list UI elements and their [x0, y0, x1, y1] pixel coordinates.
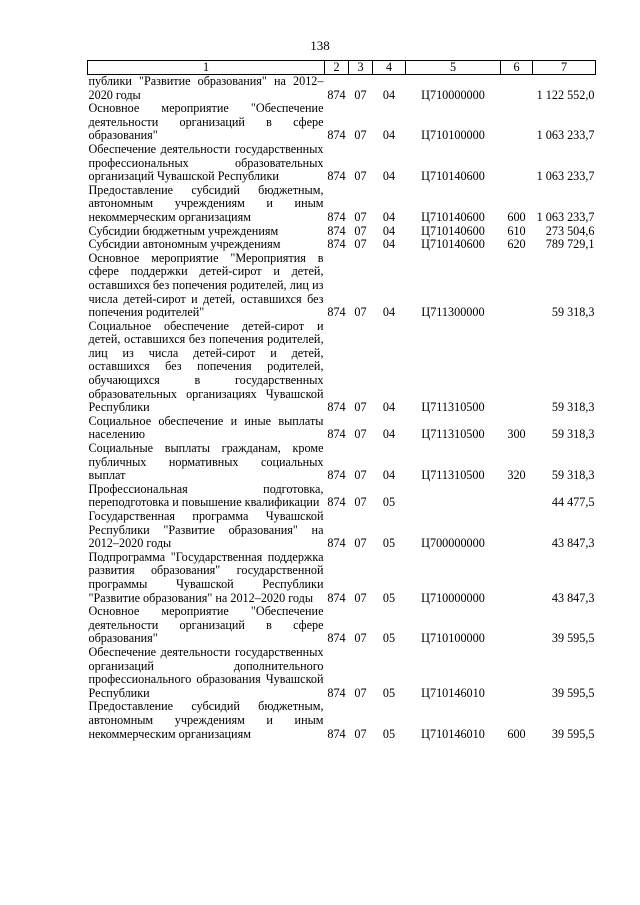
section-code: 07	[354, 128, 367, 143]
row-name: Социальное обеспечение детей-сирот и детей, оставшихся без попечения родителей, лиц из числа детей-сирот и детей, оставшихся без попечения родителей, обучающихся в государственных образовательных организациях Чувашской Республики	[88, 318, 324, 415]
amount: 1 122 552,0	[536, 87, 595, 102]
row-name: Государственная программа Чувашской Республики "Развитие образования" на 2012–2020 годы	[88, 509, 324, 551]
expense-type-code: 600	[507, 726, 526, 741]
expense-type-code	[501, 605, 533, 646]
subsection-code: 04	[382, 223, 396, 238]
section-code: 07	[354, 495, 367, 510]
subsection-code: 05	[382, 726, 396, 741]
expense-type-code	[501, 252, 533, 320]
table-row	[88, 225, 596, 239]
expense-type-code: 600	[507, 209, 526, 224]
table-row	[88, 510, 596, 551]
amount: 59 318,3	[551, 305, 595, 320]
row-name: Обеспечение деятельности государственных профессиональных образовательных организаций Чувашской Республики	[88, 141, 324, 184]
amount: 59 318,3	[551, 427, 595, 442]
expense-type-code: 300	[507, 427, 526, 442]
expense-type-code	[501, 510, 533, 551]
amount: 1 063 233,7	[536, 128, 595, 143]
amount: 43 847,3	[551, 590, 595, 605]
section-code: 07	[354, 400, 367, 415]
section-code: 07	[354, 237, 367, 252]
ministry-code: 874	[327, 87, 346, 102]
target-article-code: Ц711310500	[421, 468, 485, 483]
amount: 1 063 233,7	[536, 209, 595, 224]
amount: 789 729,1	[545, 237, 595, 252]
row-name: публики "Развитие образования" на 2012–2020 годы	[88, 74, 324, 102]
section-code: 07	[354, 468, 367, 483]
subsection-code: 05	[382, 631, 396, 646]
subsection-code: 04	[382, 87, 396, 102]
section-code: 07	[354, 590, 367, 605]
target-article-code: Ц710146010	[421, 685, 485, 700]
section-code: 07	[354, 209, 367, 224]
section-code: 07	[354, 223, 367, 238]
row-name: Субсидии автономным учреждениям	[88, 237, 281, 252]
table-row	[88, 252, 596, 320]
ministry-code: 874	[327, 726, 346, 741]
target-article-code: Ц710140600	[421, 237, 485, 252]
amount: 44 477,5	[551, 495, 595, 510]
table-row	[88, 143, 596, 184]
ministry-code: 874	[327, 685, 346, 700]
row-name: Подпрограмма "Государственная поддержка развития образования" государственной программы Чувашской Республики "Развитие образования" на 2012–2020 годы	[88, 549, 324, 605]
column-header: 6	[501, 61, 533, 75]
subsection-code: 05	[382, 685, 396, 700]
expense-type-code: 620	[507, 237, 526, 252]
table-row	[88, 646, 596, 700]
row-name: Предоставление субсидий бюджетным, автономным учреждениям и иным некоммерческим организациям	[88, 182, 324, 224]
column-header: 2	[325, 61, 349, 75]
expense-type-code	[501, 551, 533, 605]
target-article-code	[406, 483, 501, 510]
amount: 59 318,3	[551, 468, 595, 483]
table-row	[88, 700, 596, 741]
ministry-code: 874	[327, 590, 346, 605]
expense-type-code	[501, 646, 533, 700]
row-name: Социальное обеспечение и иные выплаты населению	[88, 413, 324, 442]
subsection-code: 04	[382, 237, 396, 252]
ministry-code: 874	[327, 209, 346, 224]
amount: 39 595,5	[551, 726, 595, 741]
target-article-code: Ц711300000	[421, 305, 485, 320]
amount: 43 847,3	[551, 536, 595, 551]
section-code: 07	[354, 536, 367, 551]
amount: 59 318,3	[551, 400, 595, 415]
row-name: Предоставление субсидий бюджетным, автономным учреждениям и иным некоммерческим организациям	[88, 699, 324, 741]
ministry-code: 874	[327, 495, 346, 510]
section-code: 07	[354, 726, 367, 741]
subsection-code: 04	[382, 400, 396, 415]
amount: 39 595,5	[551, 631, 595, 646]
column-header: 4	[373, 61, 406, 75]
subsection-code: 05	[382, 590, 396, 605]
ministry-code: 874	[327, 169, 346, 184]
target-article-code: Ц711310500	[421, 427, 485, 442]
target-article-code: Ц710140600	[421, 209, 485, 224]
subsection-code: 04	[382, 468, 396, 483]
target-article-code: Ц710146010	[421, 726, 485, 741]
target-article-code: Ц710000000	[421, 590, 485, 605]
row-name: Профессиональная подготовка, переподготовка и повышение квалификации	[88, 481, 324, 510]
subsection-code: 04	[382, 169, 396, 184]
table-row	[88, 75, 596, 103]
row-name: Основное мероприятие "Обеспечение деятельности организаций в сфере образования"	[88, 101, 324, 143]
expense-type-code	[501, 143, 533, 184]
expense-type-code: 320	[507, 468, 526, 483]
table-row	[88, 551, 596, 605]
amount: 1 063 233,7	[536, 169, 595, 184]
section-code: 07	[354, 685, 367, 700]
table-row	[88, 605, 596, 646]
column-header: 5	[406, 61, 501, 75]
table-row	[88, 184, 596, 225]
section-code: 07	[354, 305, 367, 320]
section-code: 07	[354, 87, 367, 102]
ministry-code: 874	[327, 128, 346, 143]
ministry-code: 874	[327, 427, 346, 442]
ministry-code: 874	[327, 631, 346, 646]
expense-type-code	[501, 483, 533, 510]
table-row	[88, 238, 596, 252]
subsection-code: 04	[382, 128, 396, 143]
target-article-code: Ц711310500	[421, 400, 485, 415]
column-header: 3	[349, 61, 373, 75]
table-row	[88, 102, 596, 143]
amount: 273 504,6	[545, 223, 595, 238]
ministry-code: 874	[327, 468, 346, 483]
budget-table	[87, 60, 596, 741]
section-code: 07	[354, 631, 367, 646]
subsection-code: 04	[382, 305, 396, 320]
row-name: Основное мероприятие "Обеспечение деятельности организаций в сфере образования"	[88, 604, 324, 646]
column-number-header	[88, 61, 596, 75]
ministry-code: 874	[327, 223, 346, 238]
row-name: Социальные выплаты гражданам, кроме публичных нормативных социальных выплат	[88, 441, 324, 483]
section-code: 07	[354, 427, 367, 442]
row-name: Основное мероприятие "Мероприятия в сфере поддержки детей-сирот и детей, оставшихся без попечения родителей, лиц из числа детей-сирот и детей, оставшихся без попечения родителей"	[88, 250, 324, 320]
table-body	[88, 75, 596, 742]
subsection-code: 05	[382, 495, 396, 510]
ministry-code: 874	[327, 536, 346, 551]
subsection-code: 05	[382, 536, 396, 551]
amount: 39 595,5	[551, 685, 595, 700]
ministry-code: 874	[327, 400, 346, 415]
target-article-code: Ц700000000	[421, 536, 485, 551]
subsection-code: 04	[382, 427, 396, 442]
ministry-code: 874	[327, 237, 346, 252]
column-header: 7	[533, 61, 596, 75]
target-article-code: Ц710100000	[421, 128, 485, 143]
subsection-code: 04	[382, 209, 396, 224]
target-article-code: Ц710140600	[421, 169, 485, 184]
table-row	[88, 483, 596, 510]
row-name: Обеспечение деятельности государственных организаций дополнительного профессионального образования Чувашской Республики	[88, 644, 324, 700]
page-number: 138	[310, 38, 330, 53]
row-name: Субсидии бюджетным учреждениям	[88, 223, 279, 238]
table-row	[88, 320, 596, 415]
section-code: 07	[354, 169, 367, 184]
expense-type-code: 610	[507, 223, 526, 238]
ministry-code: 874	[327, 305, 346, 320]
target-article-code: Ц710000000	[421, 87, 485, 102]
table-row	[88, 415, 596, 442]
target-article-code: Ц710100000	[421, 631, 485, 646]
expense-type-code	[501, 102, 533, 143]
expense-type-code	[501, 320, 533, 415]
target-article-code: Ц710140600	[421, 223, 485, 238]
table-row	[88, 442, 596, 483]
expense-type-code	[501, 75, 533, 103]
column-header: 1	[88, 61, 325, 75]
